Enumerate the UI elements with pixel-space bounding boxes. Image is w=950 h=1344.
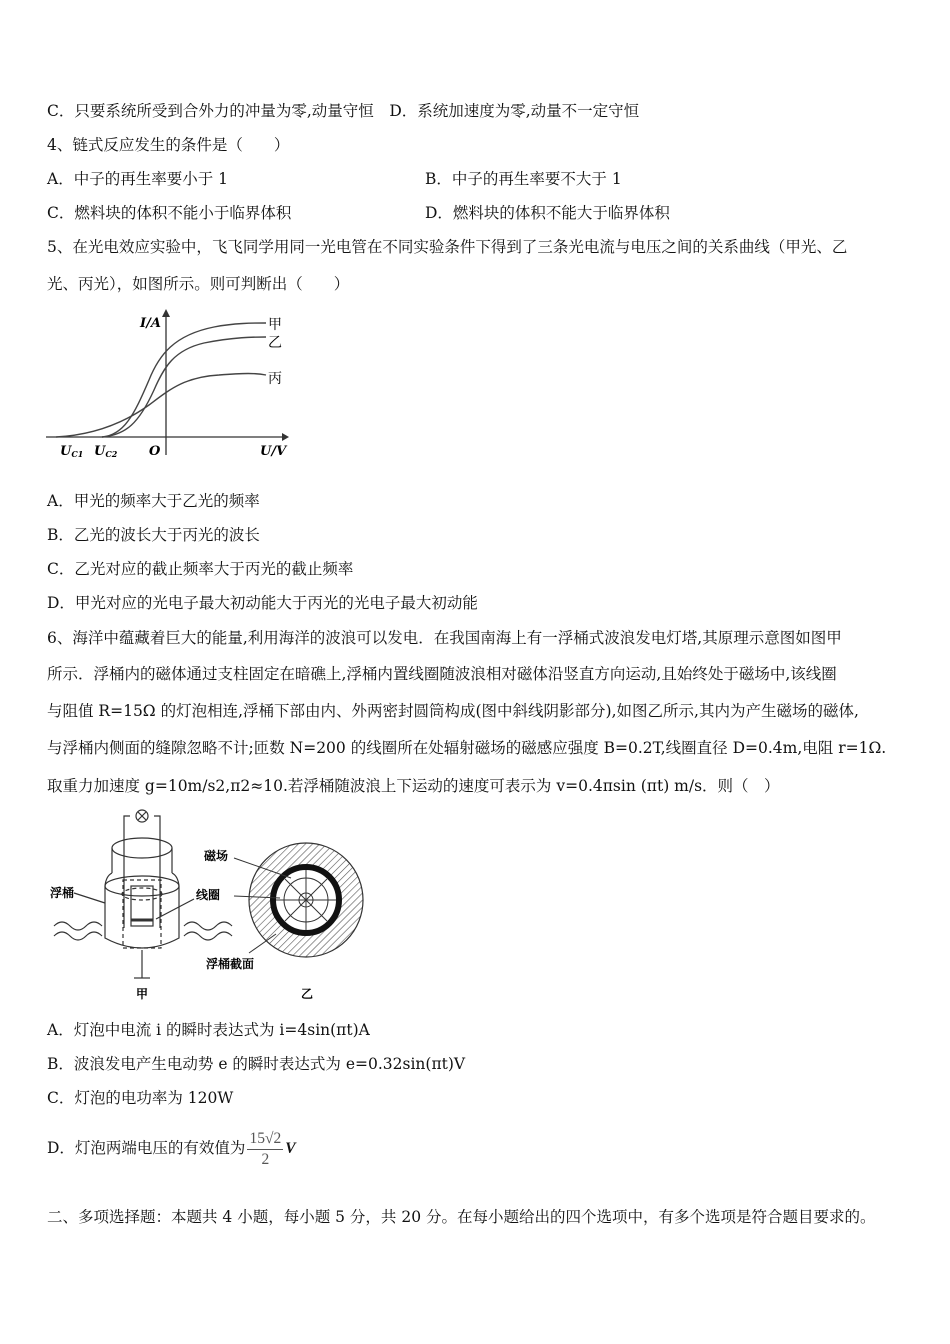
q6-stem-2: 所示．浮桶内的磁体通过支柱固定在暗礁上,浮桶内置线圈随波浪相对磁体沿竖直方向运动,且始终处于磁场中,该线圈 [47,665,837,683]
q6-option-c: C．灯泡的电功率为 120W [47,1089,234,1107]
i-axis-label: I/A [140,316,161,331]
q6-stem-3: 与阻值 R=15Ω 的灯泡相连,浮桶下部由内、外两密封圆筒构成(图中斜线阴影部分),如图乙所示,其内为产生磁场的磁体, [47,702,859,720]
q4-options-cd [47,203,907,223]
q4-option-c: C．燃料块的体积不能小于临界体积 [47,204,292,222]
uc2-label: UC2 [94,444,118,459]
q6-stem-4: 与浮桶内侧面的缝隙忽略不计;匝数 N=200 的线圈所在处辐射磁场的磁感应强度 B=0.2T,线圈直径 D=0.4m,电阻 r=1Ω. [47,739,887,757]
label-futong: 浮桶 [50,886,75,900]
q5-option-d: D．甲光对应的光电子最大初动能大于丙光的光电子最大初动能 [47,594,478,612]
origin-label: O [149,444,161,459]
q5-option-c: C．乙光对应的截止频率大于丙光的截止频率 [47,560,354,578]
q5-option-a: A．甲光的频率大于乙光的频率 [47,492,260,510]
q6-stem-5: 取重力加速度 g=10m/s2,π2≈10.若浮桶随波浪上下运动的速度可表示为 v=0.4πsin (πt) m/s．则（ ） [47,777,780,795]
cross-section-diagram [234,843,363,957]
fraction [247,1129,283,1170]
curve-jia [102,323,266,437]
wave-generator-figure [44,808,374,1003]
q5-option-b: B．乙光的波长大于丙光的波长 [47,526,260,544]
unit: V [285,1140,296,1157]
fraction-numerator: 15√2 [247,1129,283,1150]
uc1-label: UC1 [60,444,84,459]
fraction-denominator: 2 [261,1150,270,1168]
curve-label-bing: 丙 [268,371,282,387]
caption-jia: 甲 [136,987,149,1001]
section-2-heading: 二、多项选择题：本题共 4 小题，每小题 5 分，共 20 分。在每小题给出的四个选项中，有多个选项是符合题目要求的。 [47,1208,876,1226]
q4-option-b: B．中子的再生率要不大于 1 [425,170,622,188]
i-axis-arrow-icon [162,309,170,317]
q4-stem: 4、链式反应发生的条件是（ ） [47,136,290,154]
q5-stem-2: 光、丙光），如图所示。则可判断出（ ） [47,275,350,293]
q5-stem-1: 5、在光电效应实验中，飞飞同学用同一光电管在不同实验条件下得到了三条光电流与电压之间的关系曲线（甲光、乙 [47,238,848,256]
option-d-text: D．系统加速度为零,动量不一定守恒 [389,102,640,120]
q4-options-ab [47,169,907,189]
q4-option-a: A．中子的再生率要小于 1 [47,170,228,188]
u-axis-label: U/V [260,444,287,459]
u-axis-arrow-icon [282,433,289,441]
option-c-text: C．只要系统所受到合外力的冲量为零,动量守恒 [47,102,374,120]
option-d-text: D．灯泡两端电压的有效值为 [47,1139,246,1157]
label-xianquan: 线圈 [196,888,221,902]
label-jiemian: 浮桶截面 [206,957,255,971]
label-cichang: 磁场 [204,849,229,863]
q6-stem-1: 6、海洋中蕴藏着巨大的能量,利用海洋的波浪可以发电．在我国南海上有一浮桶式波浪发电灯塔,其原理示意图如图甲 [47,629,842,647]
q3-option-c [47,101,639,121]
curve-bing [56,374,266,438]
q6-option-a: A．灯泡中电流 i 的瞬时表达式为 i=4sin(πt)A [47,1021,370,1039]
curve-label-jia: 甲 [268,317,282,333]
q6-option-d [47,1126,296,1171]
curve-label-yi: 乙 [268,335,282,351]
q4-option-d: D．燃料块的体积不能大于临界体积 [425,204,670,222]
photoelectric-iv-figure [44,305,294,465]
q6-option-b: B．波浪发电产生电动势 e 的瞬时表达式为 e=0.32sin(πt)V [47,1055,466,1073]
caption-yi: 乙 [301,987,314,1001]
